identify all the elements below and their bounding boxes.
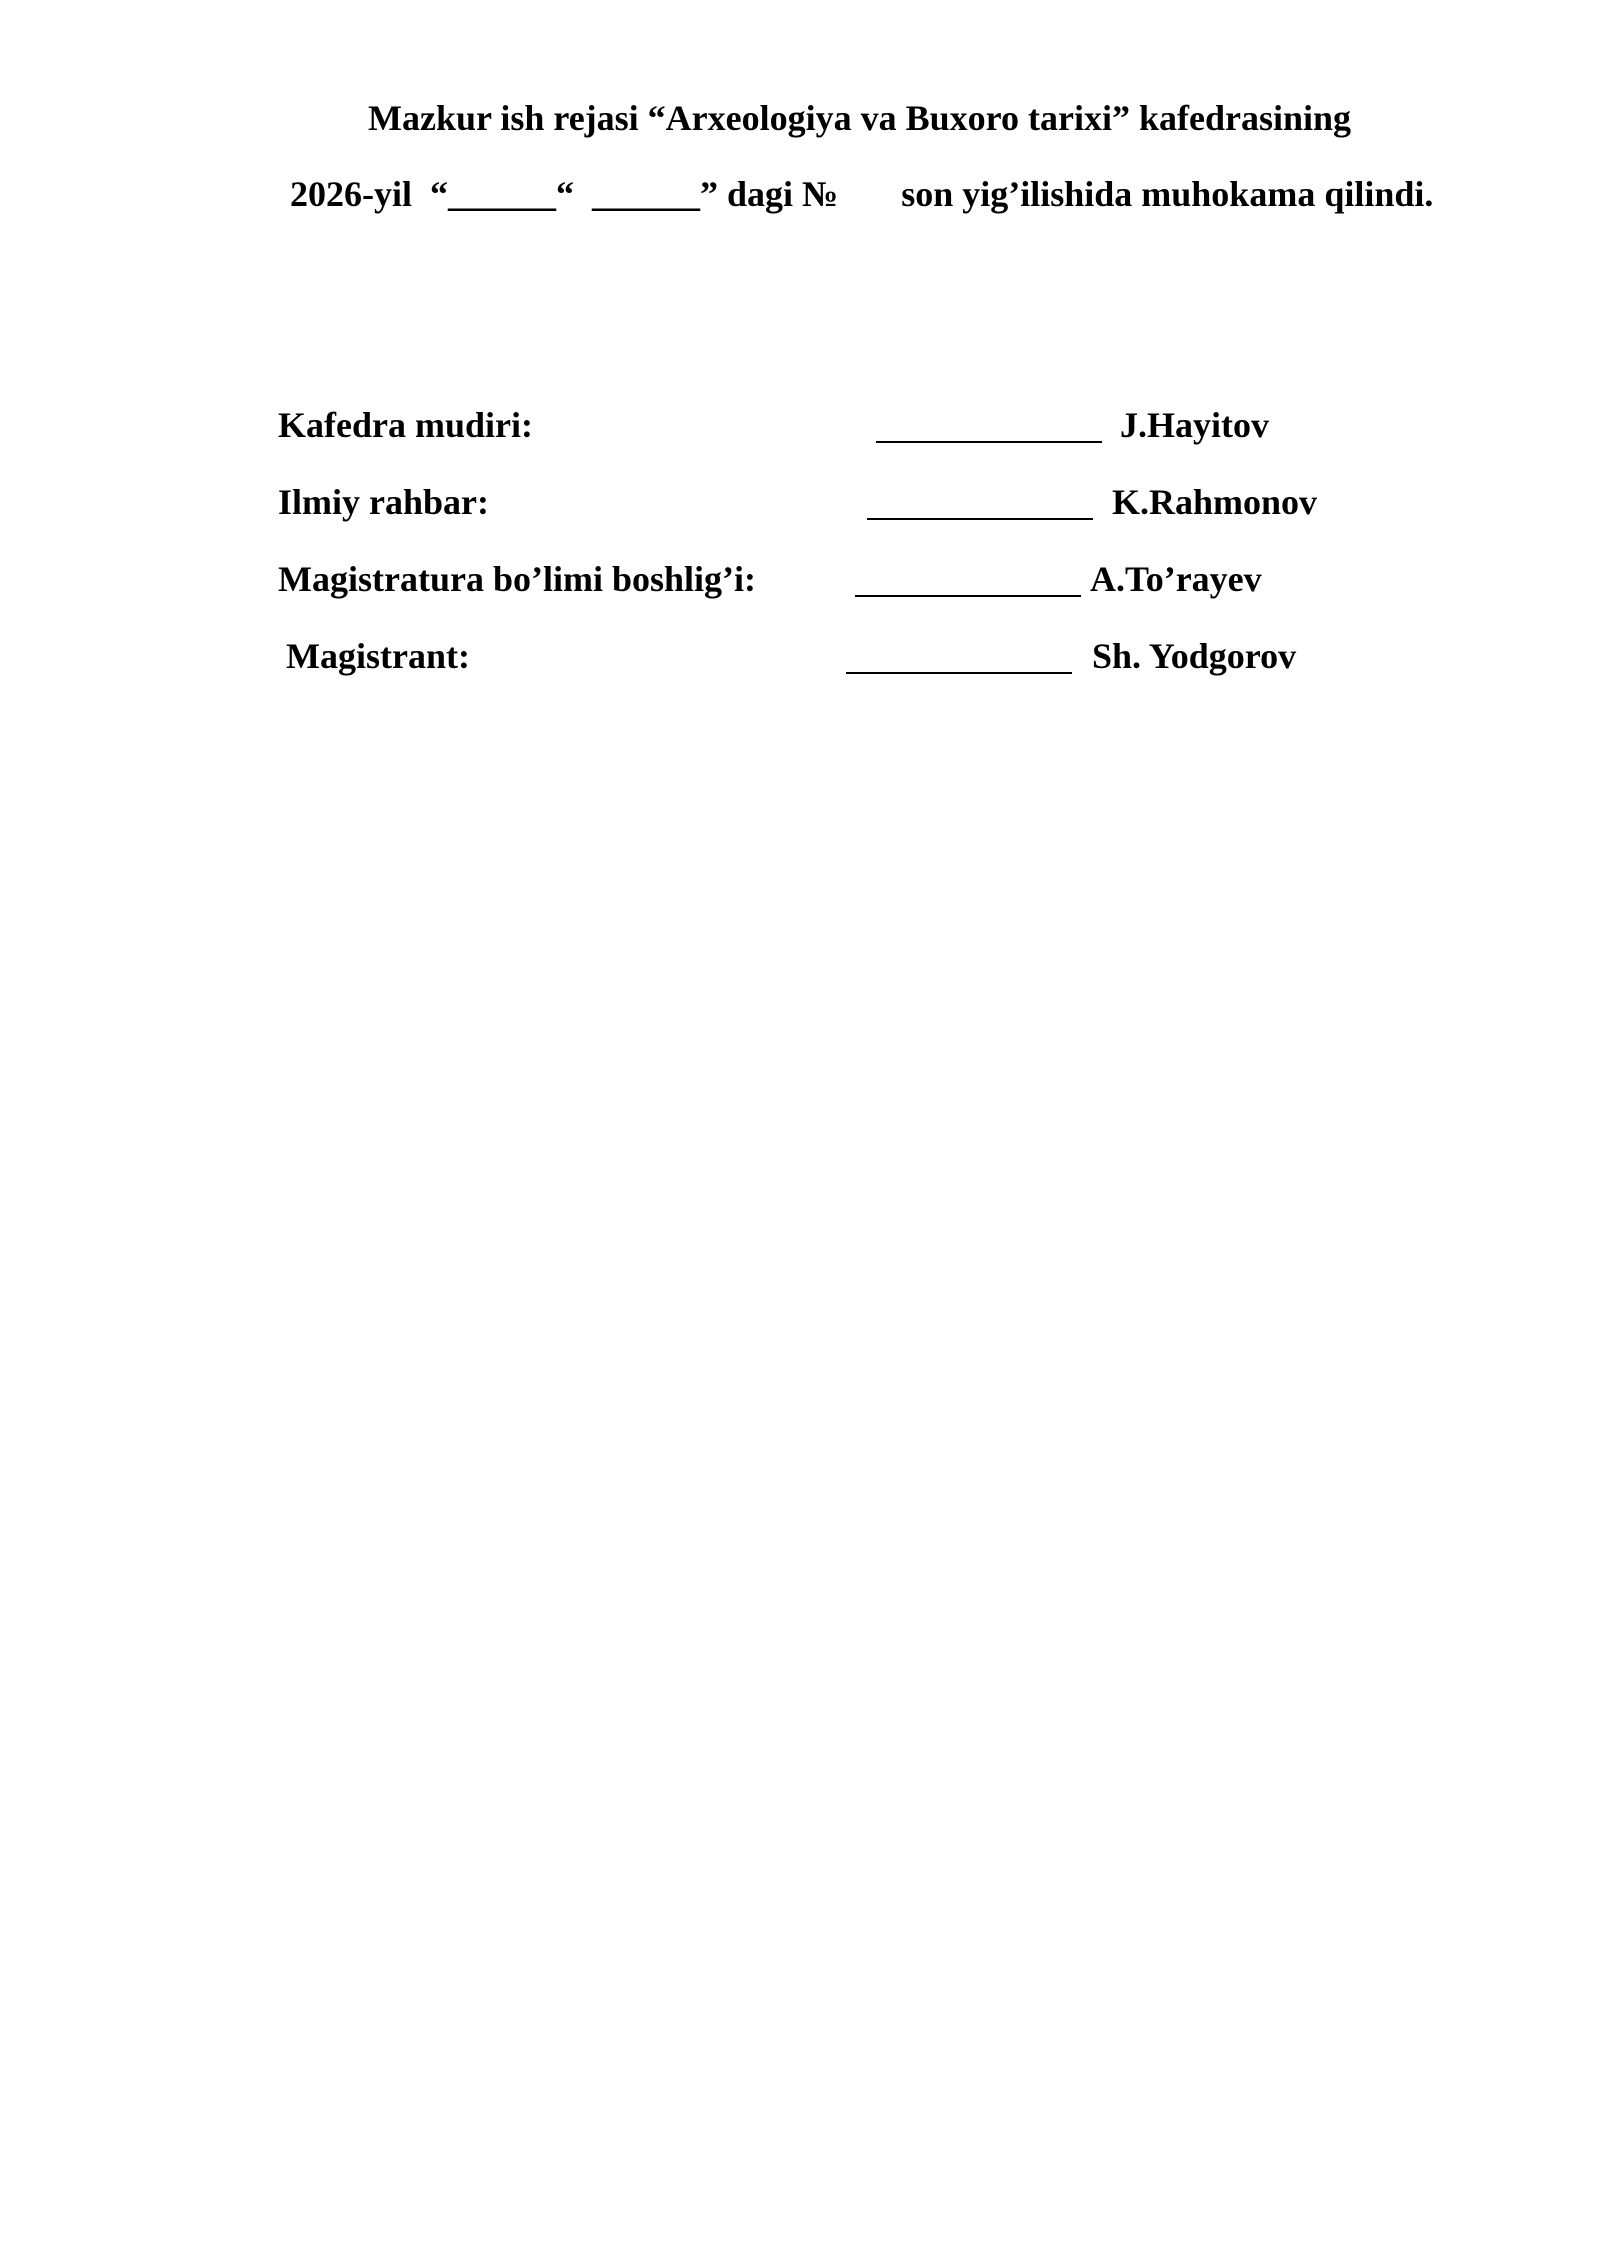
heading-line-1: Mazkur ish rejasi “Arxeologiya va Buxoro tarixi” kafedrasining [368, 98, 1352, 138]
signature-row-scientific-supervisor [0, 477, 1600, 527]
signature-role: Ilmiy rahbar: [278, 482, 489, 522]
signature-name: J.Hayitov [1120, 405, 1269, 445]
signature-name: Sh. Yodgorov [1092, 636, 1297, 676]
signature-name: A.To’rayev [1090, 559, 1262, 599]
signature-line [867, 518, 1093, 520]
signature-role: Magistratura bo’limi boshlig’i: [278, 559, 756, 599]
signature-line [846, 672, 1072, 674]
signature-role: Magistrant: [286, 636, 470, 676]
signature-row-masters-student [0, 631, 1600, 681]
signature-row-masters-department-head [0, 554, 1600, 604]
heading-line-2: 2026-yil “______“ ______” dagi № son yig’ilishida muhokama qilindi. [290, 174, 1434, 214]
signature-name: K.Rahmonov [1112, 482, 1318, 522]
signature-line [855, 595, 1081, 597]
signature-role: Kafedra mudiri: [278, 405, 533, 445]
signature-row-head-of-department [0, 400, 1600, 450]
signature-line [876, 441, 1102, 443]
